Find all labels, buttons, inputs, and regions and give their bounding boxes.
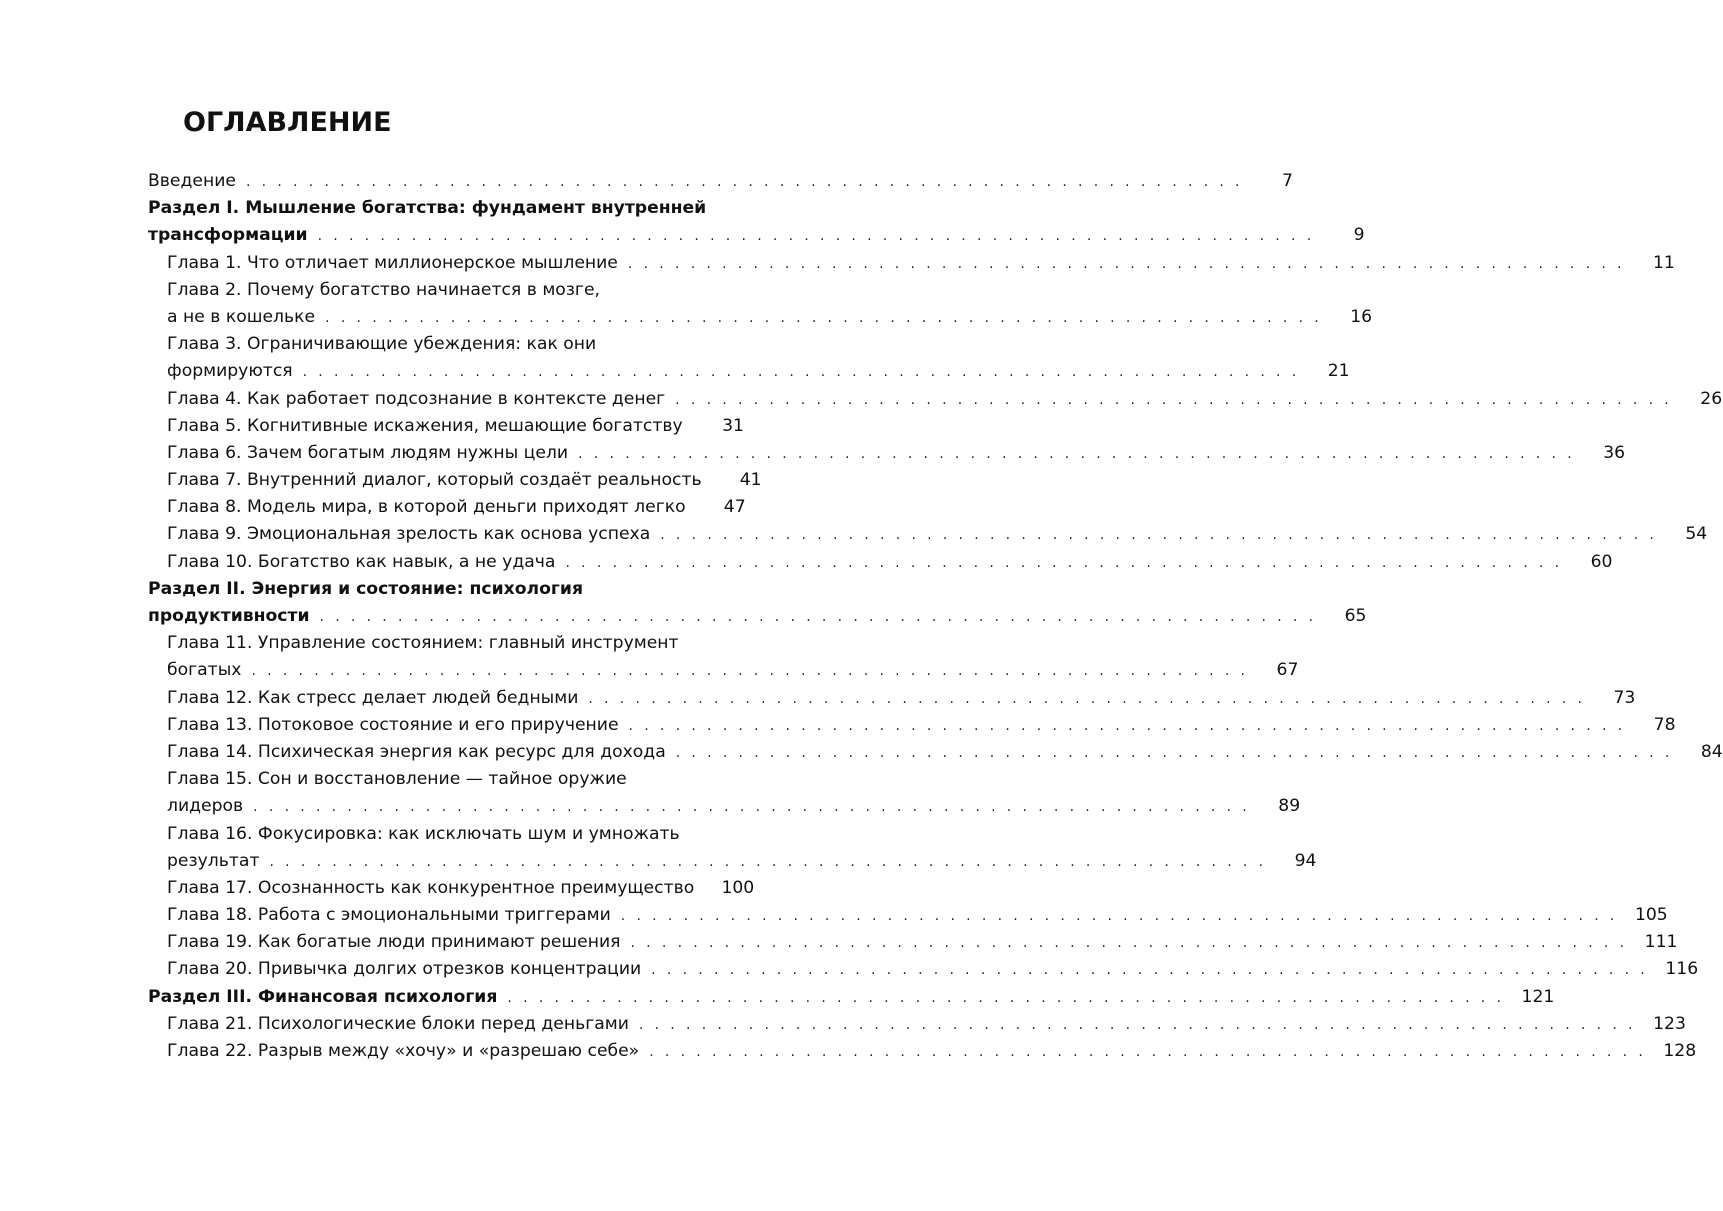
toc-section-entry bbox=[148, 984, 1555, 1011]
toc-chapter-entry bbox=[148, 956, 1699, 983]
dot-leader: . . . . . . . . . . . . . . . . . . . . . . . . . . . . . . . . . . . . . . . . . . . . . . . . . . . . . . . . . . . . . . . . bbox=[627, 255, 1625, 272]
toc-line bbox=[148, 766, 744, 793]
toc-page-number: 47 bbox=[723, 497, 746, 518]
dot-leader: . . . . . . . . . . . . . . . . . . . . . . . . . . . . . . . . . . . . . . . . . . . . . . . . . . . . . . . . . . . . . . . . bbox=[253, 799, 1251, 816]
toc-line bbox=[148, 168, 1293, 195]
toc-intro-entry bbox=[148, 168, 1293, 195]
toc-line bbox=[148, 902, 1668, 929]
toc-line bbox=[148, 304, 1373, 331]
toc-entry-text: Глава 11. Управление состоянием: главный инструмент bbox=[167, 633, 679, 654]
toc-chapter-entry bbox=[148, 521, 1708, 548]
toc-entry-text: Глава 18. Работа с эмоциональными триггерами bbox=[167, 905, 611, 926]
toc-page-number: 7 bbox=[1281, 171, 1293, 191]
toc-page-number: 84 bbox=[1700, 741, 1723, 762]
toc-page-number: 89 bbox=[1278, 796, 1301, 817]
toc-page-number: 11 bbox=[1653, 252, 1675, 273]
dot-leader: . . . . . . . . . . . . . . . . . . . . . . . . . . . . . . . . . . . . . . . . . . . . . . . . . . . . . . . . . . . . . . . . bbox=[317, 228, 1315, 245]
toc-entry-text: Глава 17. Осознанность как конкурентное преимущество bbox=[167, 877, 695, 898]
toc-line bbox=[148, 413, 744, 440]
toc-chapter-entry bbox=[148, 766, 1301, 820]
toc-chapter-entry bbox=[148, 549, 1613, 576]
toc-entry-text: Глава 1. Что отличает миллионерское мышление bbox=[167, 252, 618, 273]
toc-page-number: 65 bbox=[1344, 606, 1367, 626]
toc-line bbox=[148, 956, 1699, 983]
toc-chapter-entry bbox=[148, 331, 1350, 385]
toc-line bbox=[148, 1038, 1697, 1065]
dot-leader: . . . . . . . . . . . . . . . . . . . . . . . . . . . . . . . . . . . . . . . . . . . . . . . . . . . . . . . . . . . . . . . . bbox=[269, 853, 1267, 870]
toc-chapter-entry bbox=[148, 386, 1723, 413]
toc-line bbox=[148, 685, 1636, 712]
dot-leader: . . . . . . . . . . . . . . . . . . . . . . . . . . . . . . . . . . . . . . . . . . . . . . . . . . . . . . . . . . . . . . . . bbox=[660, 527, 1658, 544]
toc-line bbox=[148, 848, 1317, 875]
toc-line bbox=[148, 386, 1723, 413]
toc-entry-text: лидеров bbox=[167, 796, 244, 817]
toc-chapter-entry bbox=[148, 712, 1676, 739]
toc-entry-text: Глава 4. Как работает подсознание в контексте денег bbox=[167, 388, 666, 409]
toc-line bbox=[148, 793, 1301, 820]
dot-leader: . . . . . . . . . . . . . . . . . . . . . . . . . . . . . . . . . . . . . . . . . . . . . . . . . . . . . . . . . . . . . . . . bbox=[588, 690, 1586, 707]
toc-entry-text: Глава 12. Как стресс делает людей бедными bbox=[167, 687, 579, 708]
toc-chapter-entry bbox=[148, 875, 755, 902]
toc-entry-text: Раздел III. Финансовая психология bbox=[148, 986, 498, 1007]
dot-leader: . . . . . . . . . . . . . . . . . . . . . . . . . . . . . . . . . . . . . . . . . . . . . . . . . . . . . . . . . . . . . . . . bbox=[649, 1044, 1647, 1060]
toc-entry-text: Глава 20. Привычка долгих отрезков концентрации bbox=[167, 959, 642, 980]
toc-section-entry bbox=[148, 195, 1365, 249]
toc-chapter-entry bbox=[148, 630, 1299, 684]
toc-entry-text: Глава 14. Психическая энергия как ресурс для дохода bbox=[167, 741, 666, 762]
toc-line bbox=[148, 984, 1555, 1011]
toc-page-number: 111 bbox=[1644, 932, 1678, 953]
dot-leader bbox=[693, 414, 694, 441]
toc-page-number: 128 bbox=[1663, 1041, 1697, 1061]
toc-line bbox=[148, 821, 744, 848]
toc-page-number: 94 bbox=[1294, 850, 1317, 871]
table-of-contents bbox=[148, 168, 1723, 1065]
dot-leader: . . . . . . . . . . . . . . . . . . . . . . . . . . . . . . . . . . . . . . . . . . . . . . . . . . . . . . . . . . . . . . . . bbox=[507, 989, 1505, 1006]
toc-entry-text: трансформации bbox=[148, 225, 308, 246]
toc-chapter-entry bbox=[148, 277, 1373, 331]
dot-leader: . . . . . . . . . . . . . . . . . . . . . . . . . . . . . . . . . . . . . . . . . . . . . . . . . . . . . . . . . . . . . . . . bbox=[319, 609, 1317, 625]
dot-leader: . . . . . . . . . . . . . . . . . . . . . . . . . . . . . . . . . . . . . . . . . . . . . . . . . . . . . . . . . . . . . . . . bbox=[675, 744, 1673, 761]
toc-entry-text: формируются bbox=[167, 361, 293, 382]
dot-leader: . . . . . . . . . . . . . . . . . . . . . . . . . . . . . . . . . . . . . . . . . . . . . . . . . . . . . . . . . . . . . . . . bbox=[245, 174, 1243, 190]
toc-page-number: 116 bbox=[1665, 959, 1699, 980]
dot-leader: . . . . . . . . . . . . . . . . . . . . . . . . . . . . . . . . . . . . . . . . . . . . . . . . . . . . . . . . . . . . . . . . bbox=[620, 908, 1618, 925]
toc-chapter-entry bbox=[148, 821, 1317, 875]
toc-line bbox=[148, 603, 1367, 630]
toc-page-number: 21 bbox=[1327, 361, 1350, 382]
toc-line bbox=[148, 358, 1350, 385]
toc-entry-text: Глава 6. Зачем богатым людям нужны цели bbox=[167, 442, 569, 463]
toc-entry-text: Глава 8. Модель мира, в которой деньги приходят легко bbox=[167, 497, 686, 518]
toc-line bbox=[148, 222, 1365, 249]
toc-entry-text: а не в кошельке bbox=[167, 306, 316, 327]
toc-page-number: 60 bbox=[1590, 551, 1613, 572]
toc-entry-text: результат bbox=[167, 850, 260, 871]
toc-entry-text: продуктивности bbox=[148, 606, 310, 626]
toc-chapter-entry bbox=[148, 1011, 1686, 1038]
toc-line bbox=[148, 657, 1299, 684]
toc-line bbox=[148, 875, 755, 902]
toc-line bbox=[148, 1011, 1686, 1038]
dot-leader: . . . . . . . . . . . . . . . . . . . . . . . . . . . . . . . . . . . . . . . . . . . . . . . . . . . . . . . . . . . . . . . . bbox=[675, 391, 1673, 408]
toc-page-number: 16 bbox=[1350, 306, 1373, 327]
dot-leader: . . . . . . . . . . . . . . . . . . . . . . . . . . . . . . . . . . . . . . . . . . . . . . . . . . . . . . . . . . . . . . . . bbox=[628, 717, 1626, 734]
toc-page-number: 31 bbox=[722, 415, 744, 436]
toc-entry-text: Глава 3. Ограничивающие убеждения: как они bbox=[167, 334, 597, 355]
dot-leader: . . . . . . . . . . . . . . . . . . . . . . . . . . . . . . . . . . . . . . . . . . . . . . . . . . . . . . . . . . . . . . . . bbox=[651, 962, 1649, 979]
dot-leader: . . . . . . . . . . . . . . . . . . . . . . . . . . . . . . . . . . . . . . . . . . . . . . . . . . . . . . . . . . . . . . . . bbox=[302, 364, 1300, 381]
toc-page-number: 123 bbox=[1653, 1013, 1686, 1034]
dot-leader: . . . . . . . . . . . . . . . . . . . . . . . . . . . . . . . . . . . . . . . . . . . . . . . . . . . . . . . . . . . . . . . . bbox=[638, 1016, 1636, 1033]
toc-line bbox=[148, 712, 1676, 739]
toc-page-number: 121 bbox=[1521, 986, 1555, 1007]
toc-entry-text: Глава 7. Внутренний диалог, который создаёт реальность bbox=[167, 470, 702, 491]
toc-chapter-entry bbox=[148, 902, 1668, 929]
toc-entry-text: Глава 5. Когнитивные искажения, мешающие богатству bbox=[167, 415, 683, 436]
toc-line bbox=[148, 521, 1708, 548]
toc-line bbox=[148, 331, 744, 358]
toc-entry-text: Глава 19. Как богатые люди принимают решения bbox=[167, 932, 621, 953]
toc-line bbox=[148, 277, 744, 304]
dot-leader: . . . . . . . . . . . . . . . . . . . . . . . . . . . . . . . . . . . . . . . . . . . . . . . . . . . . . . . . . . . . . . . . bbox=[578, 445, 1576, 462]
toc-entry-text: Раздел I. Мышление богатства: фундамент внутренней bbox=[148, 198, 707, 219]
toc-entry-text: Глава 13. Потоковое состояние и его приручение bbox=[167, 714, 619, 735]
toc-entry-text: Глава 15. Сон и восстановление — тайное оружие bbox=[167, 769, 627, 790]
toc-line bbox=[148, 195, 744, 222]
toc-chapter-entry bbox=[148, 929, 1678, 956]
toc-chapter-entry bbox=[148, 685, 1636, 712]
toc-chapter-entry bbox=[148, 467, 762, 494]
toc-chapter-entry bbox=[148, 739, 1723, 766]
toc-entry-text: Глава 21. Психологические блоки перед деньгами bbox=[167, 1013, 629, 1034]
toc-entry-text: Глава 10. Богатство как навык, а не удача bbox=[167, 551, 556, 572]
dot-leader: . . . . . . . . . . . . . . . . . . . . . . . . . . . . . . . . . . . . . . . . . . . . . . . . . . . . . . . . . . . . . . . . bbox=[251, 663, 1249, 680]
toc-page-number: 105 bbox=[1634, 905, 1668, 926]
toc-page-number: 54 bbox=[1685, 524, 1708, 545]
toc-entry-text: Глава 16. Фокусировка: как исключать шум и умножать bbox=[167, 823, 680, 844]
toc-chapter-entry bbox=[148, 440, 1626, 467]
toc-chapter-entry bbox=[148, 250, 1675, 277]
toc-page-number: 73 bbox=[1613, 687, 1636, 708]
toc-chapter-entry bbox=[148, 413, 744, 440]
toc-line bbox=[148, 929, 1678, 956]
toc-line bbox=[148, 494, 744, 521]
toc-page-number: 67 bbox=[1276, 660, 1299, 681]
dot-leader: . . . . . . . . . . . . . . . . . . . . . . . . . . . . . . . . . . . . . . . . . . . . . . . . . . . . . . . . . . . . . . . . bbox=[325, 309, 1323, 326]
toc-entry-text: Раздел II. Энергия и состояние: психология bbox=[148, 578, 583, 599]
page-title: ОГЛАВЛЕНИЕ bbox=[183, 107, 392, 138]
dot-leader: . . . . . . . . . . . . . . . . . . . . . . . . . . . . . . . . . . . . . . . . . . . . . . . . . . . . . . . . . . . . . . . . bbox=[630, 935, 1628, 952]
toc-chapter-entry bbox=[148, 494, 744, 521]
toc-page-number: 78 bbox=[1653, 714, 1676, 735]
toc-line bbox=[148, 576, 744, 603]
toc-line bbox=[148, 549, 1613, 576]
dot-leader: . . . . . . . . . . . . . . . . . . . . . . . . . . . . . . . . . . . . . . . . . . . . . . . . . . . . . . . . . . . . . . . . bbox=[565, 554, 1563, 571]
toc-chapter-entry bbox=[148, 1038, 1697, 1065]
toc-line bbox=[148, 467, 762, 494]
toc-page-number: 26 bbox=[1700, 388, 1723, 409]
toc-entry-text: Глава 2. Почему богатство начинается в мозге, bbox=[167, 279, 601, 300]
toc-entry-text: богатых bbox=[167, 660, 242, 681]
toc-page-number: 9 bbox=[1353, 225, 1365, 246]
toc-page-number: 36 bbox=[1603, 442, 1626, 463]
toc-entry-text: Глава 22. Разрыв между «хочу» и «разрешаю себе» bbox=[167, 1041, 640, 1061]
toc-page-number: 100 bbox=[721, 877, 755, 898]
toc-entry-text: Введение bbox=[148, 171, 236, 191]
toc-line bbox=[148, 250, 1675, 277]
toc-entry-text: Глава 9. Эмоциональная зрелость как основа успеха bbox=[167, 524, 651, 545]
toc-section-entry bbox=[148, 576, 1367, 630]
toc-line bbox=[148, 739, 1723, 766]
toc-line bbox=[148, 440, 1626, 467]
toc-page-number: 41 bbox=[739, 470, 762, 491]
toc-line bbox=[148, 630, 744, 657]
